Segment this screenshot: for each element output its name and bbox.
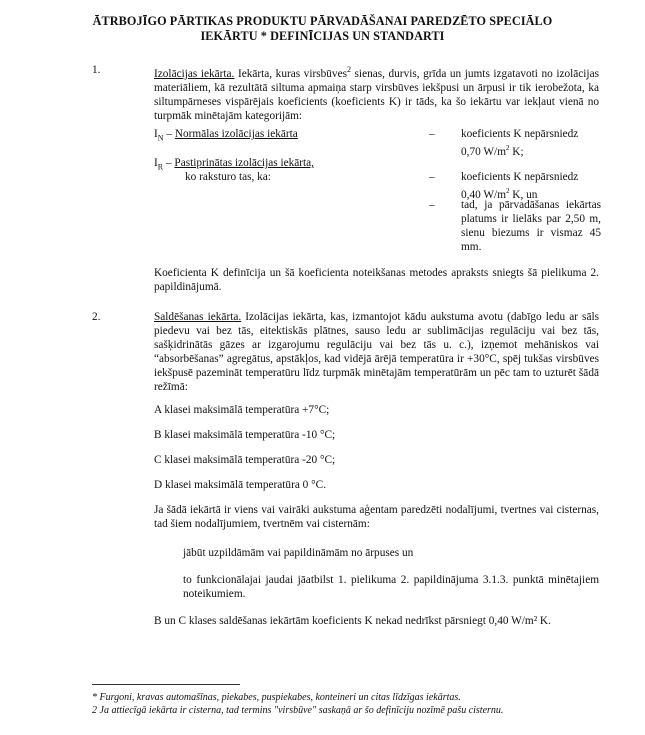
section-1-closing: Koeficienta K definīcija un šā koeficienta noteikšanas metodes apraksts sniegts šā pielikuma 2. papildinājumā.: [154, 267, 599, 293]
section-1-intro: Izolācijas iekārta. Iekārta, kuras virsbūves$^2$ sienas, durvis, grīda un jumts izgatavoti no izolācijas materiāliem, kā rezultātā siltuma apmaiņa starp virsbūves iekšpusi un ārpusi ir tik ierobežota, ka siltumpārneses vispārējais koeficients (koeficients K) ir tāds, ka šo iekārtu var iekļaut vienā no turpmāk minētajām kategorijām:: [154, 65, 599, 122]
reinforced-insulation-item: $I_R$ – Pastiprinātas izolācijas iekārta,: [154, 157, 314, 172]
section-1-heading: Izolācijas iekārta.: [154, 67, 235, 80]
normal-insulation-criteria: koeficients K nepārsniedz 0,70 $W/m^2$ K;: [461, 128, 579, 158]
compartments-paragraph: Ja šādā iekārtā ir viens vai vairāki aukstuma aģentam paredzēti nodalījumi, tvertnes vai cisternas, tad šiem nodalījumiem, tvertnēm vai cisternām:: [154, 504, 599, 530]
normal-insulation-item: $I_N$ – Normālas izolācijas iekārta: [154, 128, 298, 143]
class-b-line: B klasei maksimālā temperatūra -10 °C;: [154, 429, 336, 441]
section-1-number: 1.: [92, 64, 101, 76]
bullet-dash: –: [429, 171, 435, 183]
reinforced-insulation-criteria-1: koeficients K nepārsniedz 0,40 $W/m^2$ K, un: [461, 171, 579, 201]
normal-insulation-label: Normālas izolācijas iekārta: [174, 128, 298, 140]
footnote-divider: [92, 684, 240, 685]
section-2-number: 2.: [92, 311, 101, 323]
page-title: [40, 14, 605, 44]
class-a-line: A klasei maksimālā temperatūra +7°C;: [154, 404, 330, 416]
section-2-closing: B un C klases saldēšanas iekārtām koeficients K nekad nedrīkst pārsniegt 0,40 W/m² K.: [154, 615, 551, 627]
footnote-1: * Furgoni, kravas automašīnas, piekabes, puspiekabes, konteineri un citas līdzīgas iekārtas.: [92, 692, 461, 703]
section-2-heading: Saldēšanas iekārta.: [154, 311, 242, 323]
reinforced-insulation-label: Pastiprinātas izolācijas iekārta,: [174, 157, 314, 169]
requirement-2: to funkcionālajai jaudai jāatbilst 1. pielikuma 2. papildinājuma 3.1.3. punktā minētajiem noteikumiem.: [183, 574, 599, 600]
requirement-1: jābūt uzpildāmām vai papildināmām no ārpuses un: [183, 547, 414, 559]
title-line-1: ĀTRBOJĪGO PĀRTIKAS PRODUKTU PĀRVADĀŠANAI PAREDZĒTO SPECIĀLO: [92, 14, 553, 28]
section-2-intro: Saldēšanas iekārta. Izolācijas iekārta, kas, izmantojot kādu aukstuma avotu (dabīgo ledu ar sāls piedevu vai bez tās, eitektiskās plātnes, sauso ledu ar sublimācijas regulāciju vai bez tās, sašķidrinātās gāzes ar izgarojumu regulāciju vai bez tās u. c.), izņemot mehāniskos vai “absorbēšanas” agregātus, apstākļos, kad vidējā ārējā temperatūra ir +30°C, spēj tukšas virsbūves iekšpusē pazemināt temperatūru līdz turpmāk minētajām temperatūrām un pēc tam to uzturēt šādā režīmā:: [154, 311, 599, 393]
reinforced-insulation-label-cont: ko raksturo tas, ka:: [185, 171, 271, 183]
class-d-line: D klasei maksimālā temperatūra 0 °C.: [154, 479, 327, 491]
footnote-2: 2 Ja attiecīgā iekārta ir cisterna, tad termins "virsbūve" saskaņā ar šo definīciju nozīmē pašu cisternu.: [92, 705, 504, 716]
bullet-dash: –: [429, 128, 435, 140]
bullet-dash: –: [429, 199, 435, 211]
title-line-2: IEKĀRTU * DEFINĪCIJAS UN STANDARTI: [200, 29, 445, 43]
reinforced-insulation-criteria-2: tad, ja pārvadāšanas iekārtas platums ir lielāks par 2,50 m, sienu biezums ir vismaz 45 mm.: [461, 199, 601, 253]
class-c-line: C klasei maksimālā temperatūra -20 °C;: [154, 454, 336, 466]
